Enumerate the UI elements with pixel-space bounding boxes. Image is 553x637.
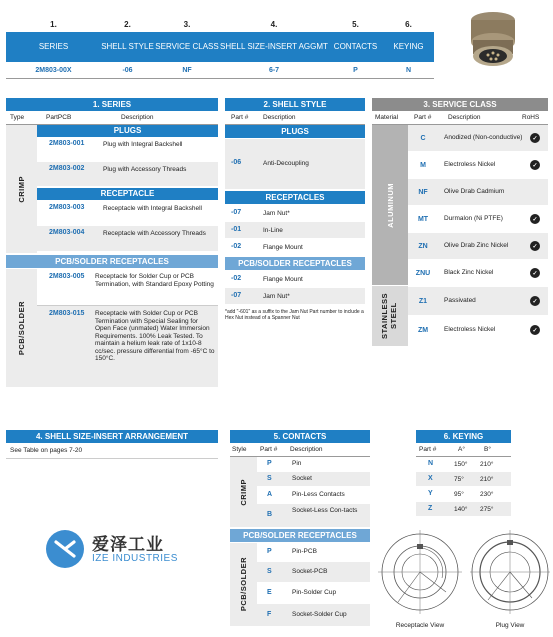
service-head-desc: Description — [448, 114, 481, 121]
arrangement-title: 4. SHELL SIZE-INSERT ARRANGEMENT — [6, 430, 218, 443]
service-aluminum-label: ALUMINUM — [385, 182, 395, 228]
series-desc: Receptacle with Integral Backshell — [103, 205, 202, 212]
contacts-row — [257, 562, 370, 582]
contacts-row — [257, 487, 370, 503]
service-title: 3. SERVICE CLASS — [372, 98, 548, 111]
summary-val-series: 2M803-00X — [35, 66, 72, 74]
keying-part: N — [428, 460, 434, 467]
service-row — [408, 316, 548, 344]
contacts-crimp-label: CRIMP — [239, 478, 248, 506]
connector-photo — [455, 10, 533, 70]
keying-col-headers — [416, 444, 511, 457]
series-part: 2M803-005 — [49, 273, 85, 280]
contacts-row — [257, 457, 370, 471]
series-row — [37, 306, 218, 387]
summary-head-contacts: CONTACTS — [333, 42, 378, 51]
service-part: NF — [418, 188, 428, 196]
shell-part: -07 — [231, 209, 242, 216]
shell-desc: In-Line — [263, 227, 283, 234]
receptacle-view-diagram — [378, 528, 462, 632]
service-part: ZNU — [415, 269, 431, 277]
plug-view-diagram — [470, 528, 550, 632]
series-pcb-heading: PCB/SOLDER RECEPTACLES — [6, 255, 218, 268]
contacts-desc: Pin-Less Contacts — [292, 491, 345, 498]
contacts-head-style: Style — [232, 446, 247, 453]
series-desc: Receptacle for Solder Cup or PCB Termination, with Standard Epoxy Potting — [95, 273, 214, 288]
contacts-desc: Socket — [292, 475, 312, 482]
summary-val-insert: 6-7 — [268, 66, 280, 74]
contacts-row — [257, 583, 370, 603]
shell-style-table — [225, 98, 365, 328]
keying-head-b: B° — [484, 446, 491, 453]
contacts-head-part: Part # — [260, 446, 278, 453]
service-part: ZM — [417, 326, 429, 334]
service-part: ZN — [418, 242, 428, 250]
contacts-row — [257, 604, 370, 626]
series-col-headers — [6, 112, 218, 125]
rohs-icon: ✓ — [530, 133, 540, 143]
keying-row — [416, 472, 511, 486]
series-head-type: Type — [10, 114, 25, 121]
shell-row — [225, 239, 365, 255]
contacts-title: 5. CONTACTS — [230, 430, 370, 443]
series-desc: Receptacle with Solder Cup or PCB Termination with Special Sealing for Open Face (unmated) Water Immersion Requirements. 100% Leak Tested. To maintain a helium leak rate of 1x10-8 cc/sec. pressure differential from -65°C to 150°C. — [95, 310, 215, 362]
summary-head-keying: KEYING — [393, 42, 424, 51]
shell-desc: Anti-Decoupling — [263, 160, 309, 167]
service-head-material: Material — [375, 114, 399, 121]
service-steel-label: STAINLESS STEEL — [380, 292, 398, 340]
summary-value-row — [6, 62, 434, 79]
series-head-desc: Description — [121, 114, 154, 121]
service-rows — [408, 125, 548, 346]
shell-row — [225, 222, 365, 238]
service-part: C — [420, 134, 426, 142]
shell-receptacles-heading: RECEPTACLES — [225, 191, 365, 204]
shell-col-headers — [225, 112, 365, 125]
service-desc: Anodized (Non-conductive) — [444, 134, 523, 142]
keying-b: 210° — [480, 461, 494, 468]
series-row — [37, 269, 218, 306]
keying-a: 150° — [454, 461, 468, 468]
contacts-row — [257, 543, 370, 561]
rohs-icon: ✓ — [530, 214, 540, 224]
contacts-desc: Pin-PCB — [292, 548, 317, 555]
contacts-part: S — [267, 475, 272, 482]
shell-desc: Flange Mount — [263, 244, 303, 251]
keying-b: 230° — [480, 491, 494, 498]
contacts-pcbsolder-label: PCB/SOLDER — [239, 557, 248, 612]
service-row — [408, 206, 548, 232]
keying-part: X — [428, 475, 433, 482]
contacts-pcbsolder-cell — [230, 543, 257, 626]
receptacle-view-label: Receptacle View — [395, 622, 445, 629]
keying-table — [416, 430, 511, 520]
series-table — [6, 98, 218, 390]
series-row — [37, 226, 218, 251]
summary-num-5: 5. — [352, 20, 359, 29]
series-crimp-label-cell — [6, 125, 37, 253]
keying-row — [416, 487, 511, 501]
rohs-icon: ✓ — [530, 268, 540, 278]
rohs-icon: ✓ — [530, 296, 540, 306]
summary-head-shell: SHELL STYLE — [101, 42, 154, 51]
series-row — [37, 162, 218, 186]
service-row — [408, 125, 548, 151]
summary-head-insert: SHELL SIZE-INSERT AGGMT — [220, 42, 328, 51]
ize-logo-cn: 爱泽工业 — [92, 535, 164, 555]
ize-logo-icon — [46, 530, 84, 568]
shell-part: -06 — [231, 159, 242, 166]
contacts-desc: Socket-Solder Cup — [292, 611, 347, 618]
service-desc: Black Zinc Nickel — [444, 269, 494, 277]
contacts-desc: Socket-PCB — [292, 568, 328, 575]
contacts-part: S — [267, 568, 272, 575]
service-row — [408, 287, 548, 315]
service-desc: Durmalon (Ni PTFE) — [444, 215, 503, 223]
contacts-part: E — [267, 589, 272, 596]
series-crimp-label: CRIMP — [17, 175, 26, 203]
keying-part: Y — [428, 490, 433, 497]
shell-plugs-heading: PLUGS — [225, 125, 365, 138]
contacts-pcb-heading: PCB/SOLDER RECEPTACLES — [230, 529, 370, 542]
contacts-row — [257, 472, 370, 486]
arrangement-divider — [6, 458, 218, 459]
shell-desc: Jam Nut* — [263, 210, 290, 217]
series-row — [37, 201, 218, 225]
shell-part: -02 — [231, 243, 242, 250]
service-row — [408, 179, 548, 205]
shell-row — [225, 139, 365, 189]
series-desc: Receptacle with Accessory Threads — [103, 230, 206, 237]
series-desc: Plug with Accessory Threads — [103, 166, 187, 173]
service-row — [408, 233, 548, 259]
summary-head-series: SERIES — [38, 42, 69, 51]
summary-num-2: 2. — [124, 20, 131, 29]
contacts-head-desc: Description — [290, 446, 323, 453]
summary-val-shell: -06 — [122, 66, 133, 74]
contacts-desc: Socket-Less Con-tacts — [292, 507, 358, 514]
service-class-table — [372, 98, 548, 348]
shell-part: -01 — [231, 226, 242, 233]
rohs-icon: ✓ — [530, 325, 540, 335]
shell-part: -02 — [231, 275, 242, 282]
shell-row — [225, 205, 365, 221]
service-desc: Passivated — [444, 297, 476, 305]
service-col-headers — [372, 112, 548, 125]
summary-head-service: SERVICE CLASS — [155, 42, 219, 51]
shell-title: 2. SHELL STYLE — [225, 98, 365, 111]
arrangement-table — [6, 430, 218, 460]
series-pcbsolder-label-cell — [6, 269, 37, 387]
series-part: 2M803-003 — [49, 204, 85, 211]
summary-num-3: 3. — [183, 20, 191, 29]
series-head-part: PartPCB — [46, 114, 72, 121]
summary-num-1: 1. — [50, 20, 57, 29]
contacts-table — [230, 430, 370, 626]
keying-a: 95° — [454, 491, 464, 498]
service-desc: Olive Drab Zinc Nickel — [444, 242, 509, 250]
service-part: MT — [417, 215, 429, 223]
rohs-icon: ✓ — [530, 160, 540, 170]
keying-b: 210° — [480, 476, 494, 483]
shell-head-desc: Description — [263, 114, 296, 121]
summary-numbers — [6, 18, 434, 32]
keying-head-a: A° — [458, 446, 465, 453]
series-desc: Plug with Integral Backshell — [103, 141, 183, 148]
series-row — [37, 137, 218, 161]
series-part: 2M803-004 — [49, 229, 85, 236]
service-row — [408, 260, 548, 286]
rohs-icon: ✓ — [530, 241, 540, 251]
shell-footnote: *add "-601" as a suffix to the Jam Nut Part number to include a Hex Nut instead of a Spanner Nut — [225, 309, 364, 321]
contacts-desc: Pin — [292, 460, 302, 467]
contacts-desc: Pin-Solder Cup — [292, 589, 337, 596]
series-receptacle-heading: RECEPTACLE — [37, 188, 218, 200]
plug-view-label: Plug View — [495, 622, 525, 629]
series-part: 2M803-015 — [49, 310, 85, 317]
keying-a: 140° — [454, 506, 468, 513]
series-part: 2M803-002 — [49, 165, 85, 172]
shell-head-part: Part # — [231, 114, 249, 121]
summary-val-keying: N — [405, 66, 412, 74]
contacts-part: P — [267, 548, 272, 555]
keying-part: Z — [428, 505, 433, 512]
shell-pcb-heading: PCB/SOLDER RECEPTACLES — [225, 257, 365, 270]
service-row — [408, 152, 548, 178]
ize-logo — [46, 528, 196, 572]
service-head-part: Part # — [414, 114, 432, 121]
ize-logo-en: IZE INDUSTRIES — [92, 553, 178, 564]
part-number-summary — [6, 18, 434, 80]
series-part: 2M803-001 — [49, 140, 85, 147]
contacts-part: F — [267, 611, 272, 618]
service-head-rohs: RoHS — [522, 114, 540, 121]
series-title: 1. SERIES — [6, 98, 218, 111]
keying-b: 275° — [480, 506, 494, 513]
keying-row — [416, 502, 511, 516]
service-steel-cell — [372, 286, 408, 346]
arrangement-text: See Table on pages 7-20 — [10, 447, 83, 454]
service-desc: Olive Drab Cadmium — [444, 188, 505, 196]
summary-val-contacts: P — [353, 66, 358, 74]
contacts-part: B — [267, 511, 273, 518]
keying-a: 75° — [454, 476, 464, 483]
contacts-col-headers — [230, 444, 370, 457]
summary-header-row — [6, 32, 434, 62]
shell-desc: Flange Mount — [263, 276, 303, 283]
shell-row — [225, 271, 365, 287]
series-pcbsolder-label: PCB/SOLDER — [17, 300, 26, 356]
shell-row — [225, 288, 365, 304]
contacts-part: A — [267, 491, 273, 498]
contacts-row — [257, 504, 370, 527]
summary-val-service: NF — [182, 66, 192, 74]
service-desc: Electroless Nickel — [444, 161, 496, 169]
shell-desc: Jam Nut* — [263, 293, 290, 300]
summary-num-6: 6. — [405, 20, 412, 29]
shell-part: -07 — [231, 292, 242, 299]
keying-head-part: Part # — [419, 446, 437, 453]
summary-num-4: 4. — [270, 20, 278, 29]
service-part: Z1 — [418, 297, 428, 305]
keying-title: 6. KEYING — [416, 430, 511, 443]
series-plugs-heading: PLUGS — [37, 125, 218, 137]
service-part: M — [420, 161, 426, 169]
keying-row — [416, 457, 511, 471]
contacts-crimp-cell — [230, 457, 257, 527]
service-aluminum-cell — [372, 125, 408, 285]
service-desc: Electroless Nickel — [444, 326, 496, 334]
contacts-part: P — [267, 460, 272, 467]
